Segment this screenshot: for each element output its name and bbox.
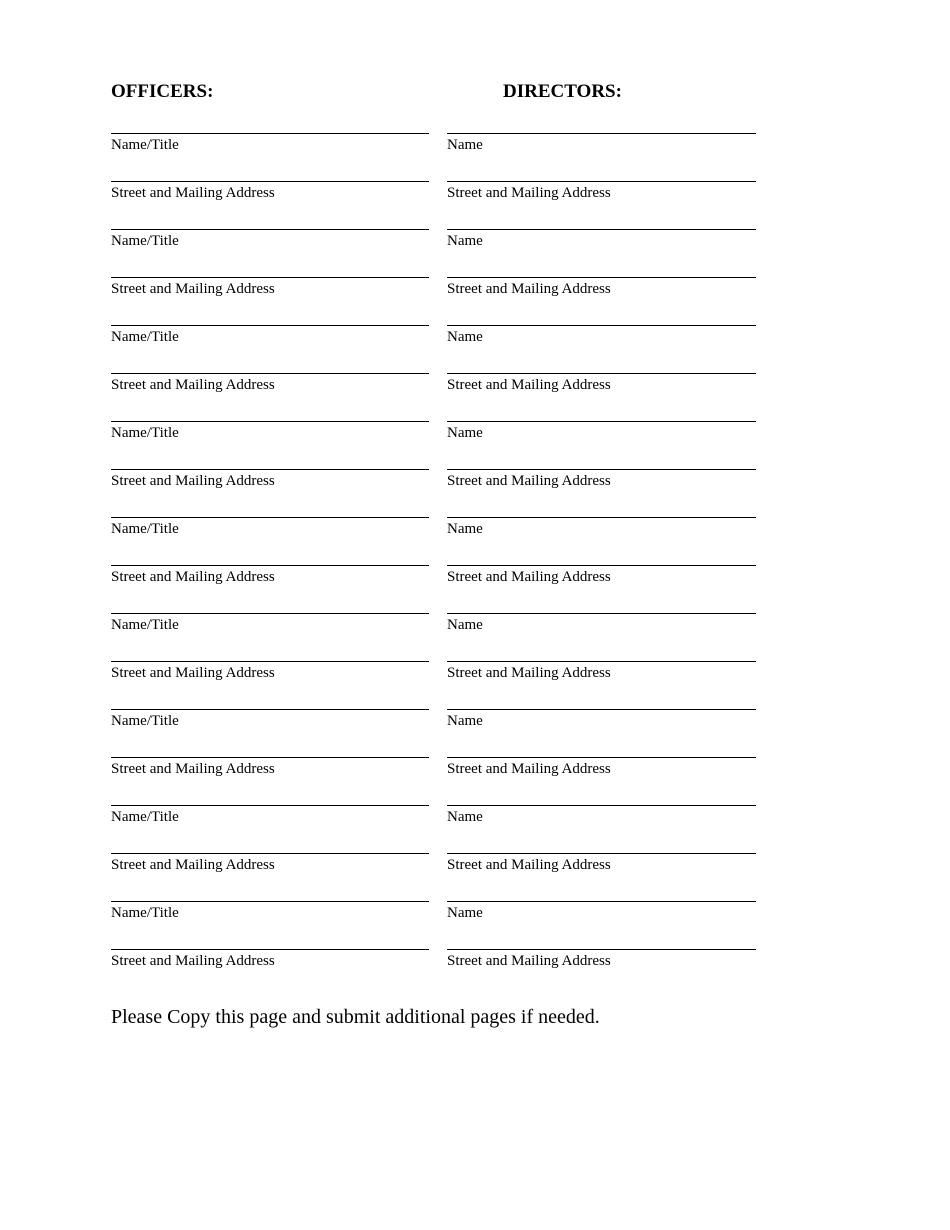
signature-blank-line[interactable] bbox=[111, 421, 429, 422]
signature-blank-line[interactable] bbox=[447, 757, 756, 758]
signature-blank-line[interactable] bbox=[111, 133, 429, 134]
field-label: Street and Mailing Address bbox=[111, 281, 275, 297]
officers-field bbox=[111, 120, 429, 168]
signature-blank-line[interactable] bbox=[447, 709, 756, 710]
field-label: Name bbox=[447, 137, 483, 153]
field-label: Name bbox=[447, 905, 483, 921]
field-label: Name bbox=[447, 617, 483, 633]
field-label: Street and Mailing Address bbox=[111, 473, 275, 489]
signature-blank-line[interactable] bbox=[447, 949, 756, 950]
officers-field bbox=[111, 696, 429, 744]
signature-blank-line[interactable] bbox=[447, 421, 756, 422]
field-label: Street and Mailing Address bbox=[447, 377, 611, 393]
signature-blank-line[interactable] bbox=[111, 373, 429, 374]
signature-blank-line[interactable] bbox=[447, 325, 756, 326]
officers-heading: OFFICERS: bbox=[111, 81, 214, 102]
field-label: Name bbox=[447, 233, 483, 249]
signature-blank-line[interactable] bbox=[447, 613, 756, 614]
signature-blank-line[interactable] bbox=[447, 277, 756, 278]
field-label: Street and Mailing Address bbox=[111, 857, 275, 873]
field-label: Street and Mailing Address bbox=[111, 665, 275, 681]
field-label: Street and Mailing Address bbox=[111, 377, 275, 393]
officers-field bbox=[111, 744, 429, 792]
field-label: Street and Mailing Address bbox=[447, 569, 611, 585]
signature-blank-line[interactable] bbox=[447, 805, 756, 806]
field-label: Street and Mailing Address bbox=[447, 857, 611, 873]
field-label: Street and Mailing Address bbox=[447, 953, 611, 969]
footer-note: Please Copy this page and submit additional pages if needed. bbox=[111, 1006, 600, 1028]
directors-field bbox=[447, 408, 756, 456]
officers-field bbox=[111, 360, 429, 408]
signature-blank-line[interactable] bbox=[447, 853, 756, 854]
signature-blank-line[interactable] bbox=[111, 517, 429, 518]
officers-field bbox=[111, 456, 429, 504]
field-label: Name/Title bbox=[111, 137, 179, 153]
officers-field bbox=[111, 888, 429, 936]
signature-blank-line[interactable] bbox=[111, 325, 429, 326]
signature-blank-line[interactable] bbox=[111, 229, 429, 230]
signature-blank-line[interactable] bbox=[111, 949, 429, 950]
directors-field bbox=[447, 552, 756, 600]
field-label: Name bbox=[447, 713, 483, 729]
field-label: Street and Mailing Address bbox=[447, 665, 611, 681]
signature-blank-line[interactable] bbox=[447, 517, 756, 518]
directors-field bbox=[447, 264, 756, 312]
officers-field bbox=[111, 552, 429, 600]
directors-field bbox=[447, 744, 756, 792]
field-label: Street and Mailing Address bbox=[447, 185, 611, 201]
field-label: Street and Mailing Address bbox=[447, 761, 611, 777]
directors-field bbox=[447, 312, 756, 360]
directors-field bbox=[447, 696, 756, 744]
officers-column bbox=[111, 120, 429, 984]
officers-field bbox=[111, 504, 429, 552]
field-label: Name/Title bbox=[111, 521, 179, 537]
signature-blank-line[interactable] bbox=[447, 565, 756, 566]
field-label: Street and Mailing Address bbox=[447, 473, 611, 489]
directors-field bbox=[447, 360, 756, 408]
signature-blank-line[interactable] bbox=[447, 469, 756, 470]
signature-blank-line[interactable] bbox=[111, 613, 429, 614]
directors-field bbox=[447, 216, 756, 264]
field-label: Street and Mailing Address bbox=[111, 953, 275, 969]
field-label: Street and Mailing Address bbox=[111, 761, 275, 777]
officers-field bbox=[111, 792, 429, 840]
officers-field bbox=[111, 168, 429, 216]
signature-blank-line[interactable] bbox=[111, 565, 429, 566]
signature-blank-line[interactable] bbox=[447, 133, 756, 134]
field-label: Name/Title bbox=[111, 617, 179, 633]
field-label: Name bbox=[447, 809, 483, 825]
officers-field bbox=[111, 648, 429, 696]
signature-blank-line[interactable] bbox=[111, 709, 429, 710]
field-label: Street and Mailing Address bbox=[111, 569, 275, 585]
field-label: Name/Title bbox=[111, 233, 179, 249]
officers-field bbox=[111, 936, 429, 984]
signature-blank-line[interactable] bbox=[447, 181, 756, 182]
signature-blank-line[interactable] bbox=[447, 661, 756, 662]
directors-field bbox=[447, 888, 756, 936]
signature-blank-line[interactable] bbox=[111, 853, 429, 854]
signature-blank-line[interactable] bbox=[111, 805, 429, 806]
field-label: Name bbox=[447, 425, 483, 441]
field-label: Name bbox=[447, 329, 483, 345]
directors-field bbox=[447, 456, 756, 504]
field-label: Name/Title bbox=[111, 329, 179, 345]
field-label: Name/Title bbox=[111, 425, 179, 441]
signature-blank-line[interactable] bbox=[111, 661, 429, 662]
directors-column bbox=[447, 120, 756, 984]
field-label: Name bbox=[447, 521, 483, 537]
field-label: Name/Title bbox=[111, 713, 179, 729]
directors-field bbox=[447, 600, 756, 648]
signature-blank-line[interactable] bbox=[111, 181, 429, 182]
directors-field bbox=[447, 648, 756, 696]
signature-blank-line[interactable] bbox=[447, 901, 756, 902]
officers-field bbox=[111, 312, 429, 360]
officers-field bbox=[111, 600, 429, 648]
directors-field bbox=[447, 504, 756, 552]
signature-blank-line[interactable] bbox=[111, 757, 429, 758]
field-label: Street and Mailing Address bbox=[447, 281, 611, 297]
officers-field bbox=[111, 216, 429, 264]
directors-field bbox=[447, 168, 756, 216]
officers-field bbox=[111, 408, 429, 456]
officers-field bbox=[111, 264, 429, 312]
directors-field bbox=[447, 792, 756, 840]
field-label: Name/Title bbox=[111, 809, 179, 825]
field-label: Street and Mailing Address bbox=[111, 185, 275, 201]
directors-field bbox=[447, 120, 756, 168]
signature-blank-line[interactable] bbox=[111, 469, 429, 470]
signature-blank-line[interactable] bbox=[111, 277, 429, 278]
field-label: Name/Title bbox=[111, 905, 179, 921]
directors-field bbox=[447, 936, 756, 984]
signature-blank-line[interactable] bbox=[447, 373, 756, 374]
directors-field bbox=[447, 840, 756, 888]
signature-blank-line[interactable] bbox=[447, 229, 756, 230]
signature-blank-line[interactable] bbox=[111, 901, 429, 902]
directors-heading: DIRECTORS: bbox=[503, 81, 622, 102]
officers-field bbox=[111, 840, 429, 888]
